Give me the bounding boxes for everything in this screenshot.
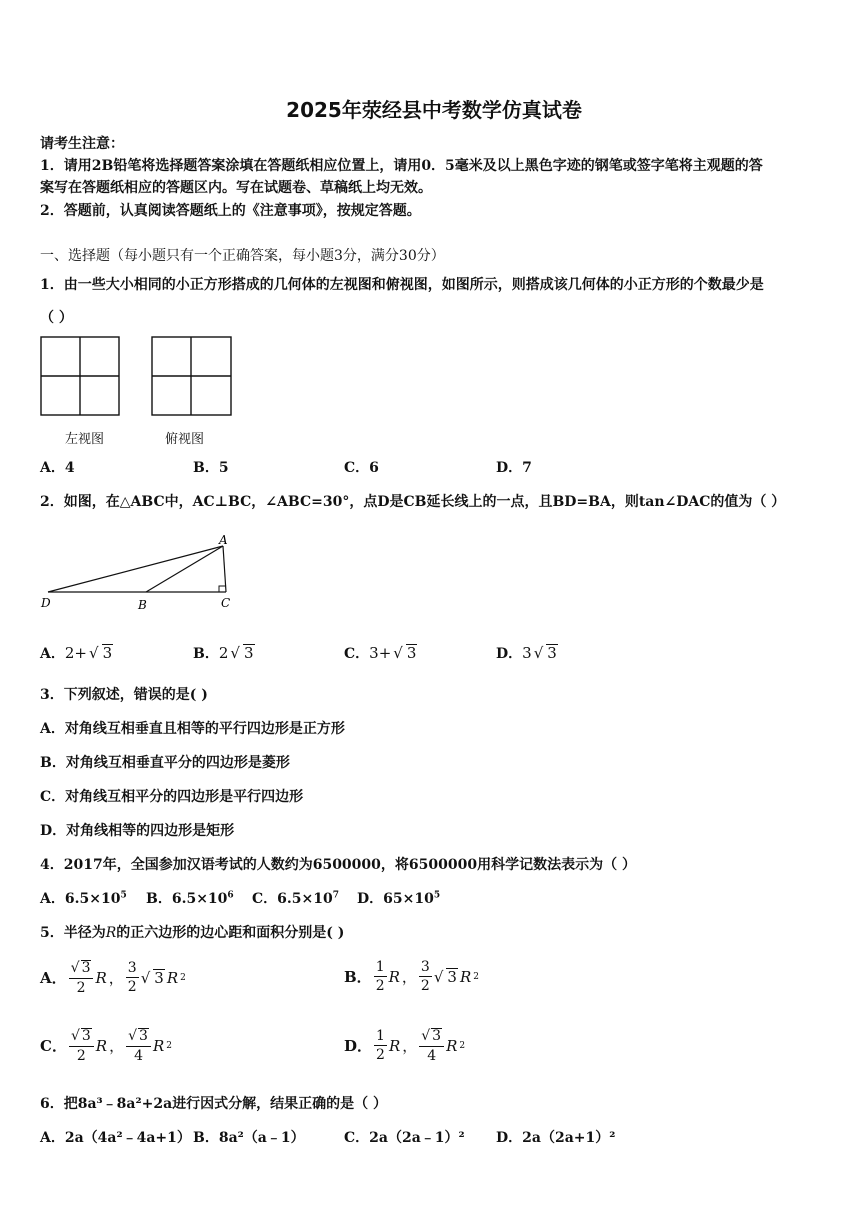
q1-option-b: B．5	[193, 460, 229, 476]
q5-option-c: C． $\frac{√ 3}{2}$ R ， $\frac{√ 3}{4}$ R 2	[40, 1028, 172, 1065]
q6-option-d: D．2a（2a+1）²	[496, 1130, 616, 1146]
notice-line-1: 1．请用2B铅笔将选择题答案涂填在答题纸相应位置上，请用0．5毫米及以上黑色字迹的钢笔或签字笔将主观题的答	[40, 158, 763, 174]
q6-stem: 6．把8a³﹣8a²+2a进行因式分解，结果正确的是（ ）	[40, 1096, 388, 1112]
q1-option-c: C．6	[344, 460, 379, 476]
q2-point-d: D	[41, 596, 51, 610]
q6-option-a: A．2a（4a²﹣4a+1）	[40, 1130, 191, 1146]
q4-option-d: D．$65\times 10^5$	[357, 890, 441, 907]
q5-option-b: B． $\frac{1}{2}$ R ， $\frac{3}{2}$ √ 3 R 2	[344, 959, 479, 994]
q4-option-c: C．$6.5\times 10^7$	[252, 890, 339, 907]
q2-point-c: C	[221, 596, 231, 610]
q2-triangle-figure	[38, 530, 238, 612]
section-heading: 一、选择题（每小题只有一个正确答案，每小题3分，满分30分）	[40, 248, 445, 264]
q1-option-d: D．7	[496, 460, 532, 476]
q3-option-d: D．对角线相等的四边形是矩形	[40, 823, 235, 839]
q1-top-view-figure	[151, 336, 232, 416]
q5-option-d: D． $\frac{1}{2}$ R ， $\frac{√ 3}{4}$ R 2	[344, 1028, 466, 1065]
q2-option-a: A． 2+ √ 3	[40, 644, 113, 663]
q4-option-a: A．$6.5\times 10^5$	[40, 890, 127, 907]
q5-option-a: A． $\frac{√ 3}{2}$ R ， $\frac{3}{2}$ √ 3 R 2	[40, 960, 186, 997]
notice-line-2: 案写在答题纸相应的答题区内。写在试题卷、草稿纸上均无效。	[40, 180, 432, 196]
q3-option-c: C．对角线互相平分的四边形是平行四边形	[40, 789, 304, 805]
q3-option-a: A．对角线互相垂直且相等的平行四边形是正方形	[40, 721, 345, 737]
q6-option-b: B．8a²（a﹣1）	[193, 1130, 305, 1146]
q2-option-b: B． 2 √ 3	[193, 644, 254, 663]
q4-stem: 4．2017年，全国参加汉语考试的人数约为6500000，将6500000用科学记数法表示为（ ）	[40, 857, 636, 873]
q1-left-view-label: 左视图	[65, 432, 105, 447]
q6-option-c: C．2a（2a﹣1）²	[344, 1130, 465, 1146]
q3-stem: 3．下列叙述，错误的是( )	[40, 687, 208, 703]
q5-stem: 5．半径为R的正六边形的边心距和面积分别是( )	[40, 925, 345, 941]
q2-point-a: A	[219, 533, 228, 547]
q1-bracket: （ ）	[40, 310, 73, 326]
q1-stem: 1．由一些大小相同的小正方形搭成的几何体的左视图和俯视图，如图所示，则搭成该几何体的小正方形的个数最少是	[40, 277, 764, 293]
q1-left-view-figure	[40, 336, 120, 416]
q2-option-c: C． 3+ √ 3	[344, 644, 417, 663]
q2-option-d: D． 3 √ 3	[496, 644, 557, 663]
notice-line-3: 2．答题前，认真阅读答题纸上的《注意事项》，按规定答题。	[40, 203, 421, 219]
q2-point-b: B	[138, 598, 147, 612]
q1-top-view-label: 俯视图	[165, 432, 205, 447]
q4-option-b: B．$6.5\times 10^6$	[146, 890, 234, 907]
notice-heading: 请考生注意：	[40, 136, 124, 152]
page-title: 2025年荥经县中考数学仿真试卷	[286, 98, 582, 122]
q3-option-b: B．对角线互相垂直平分的四边形是菱形	[40, 755, 290, 771]
q2-stem: 2．如图，在△ABC中，AC⊥BC，∠ABC=30°，点D是CB延长线上的一点，且BD=BA，则tan∠DAC的值为（ ）	[40, 494, 786, 510]
q1-option-a: A．4	[40, 460, 75, 476]
